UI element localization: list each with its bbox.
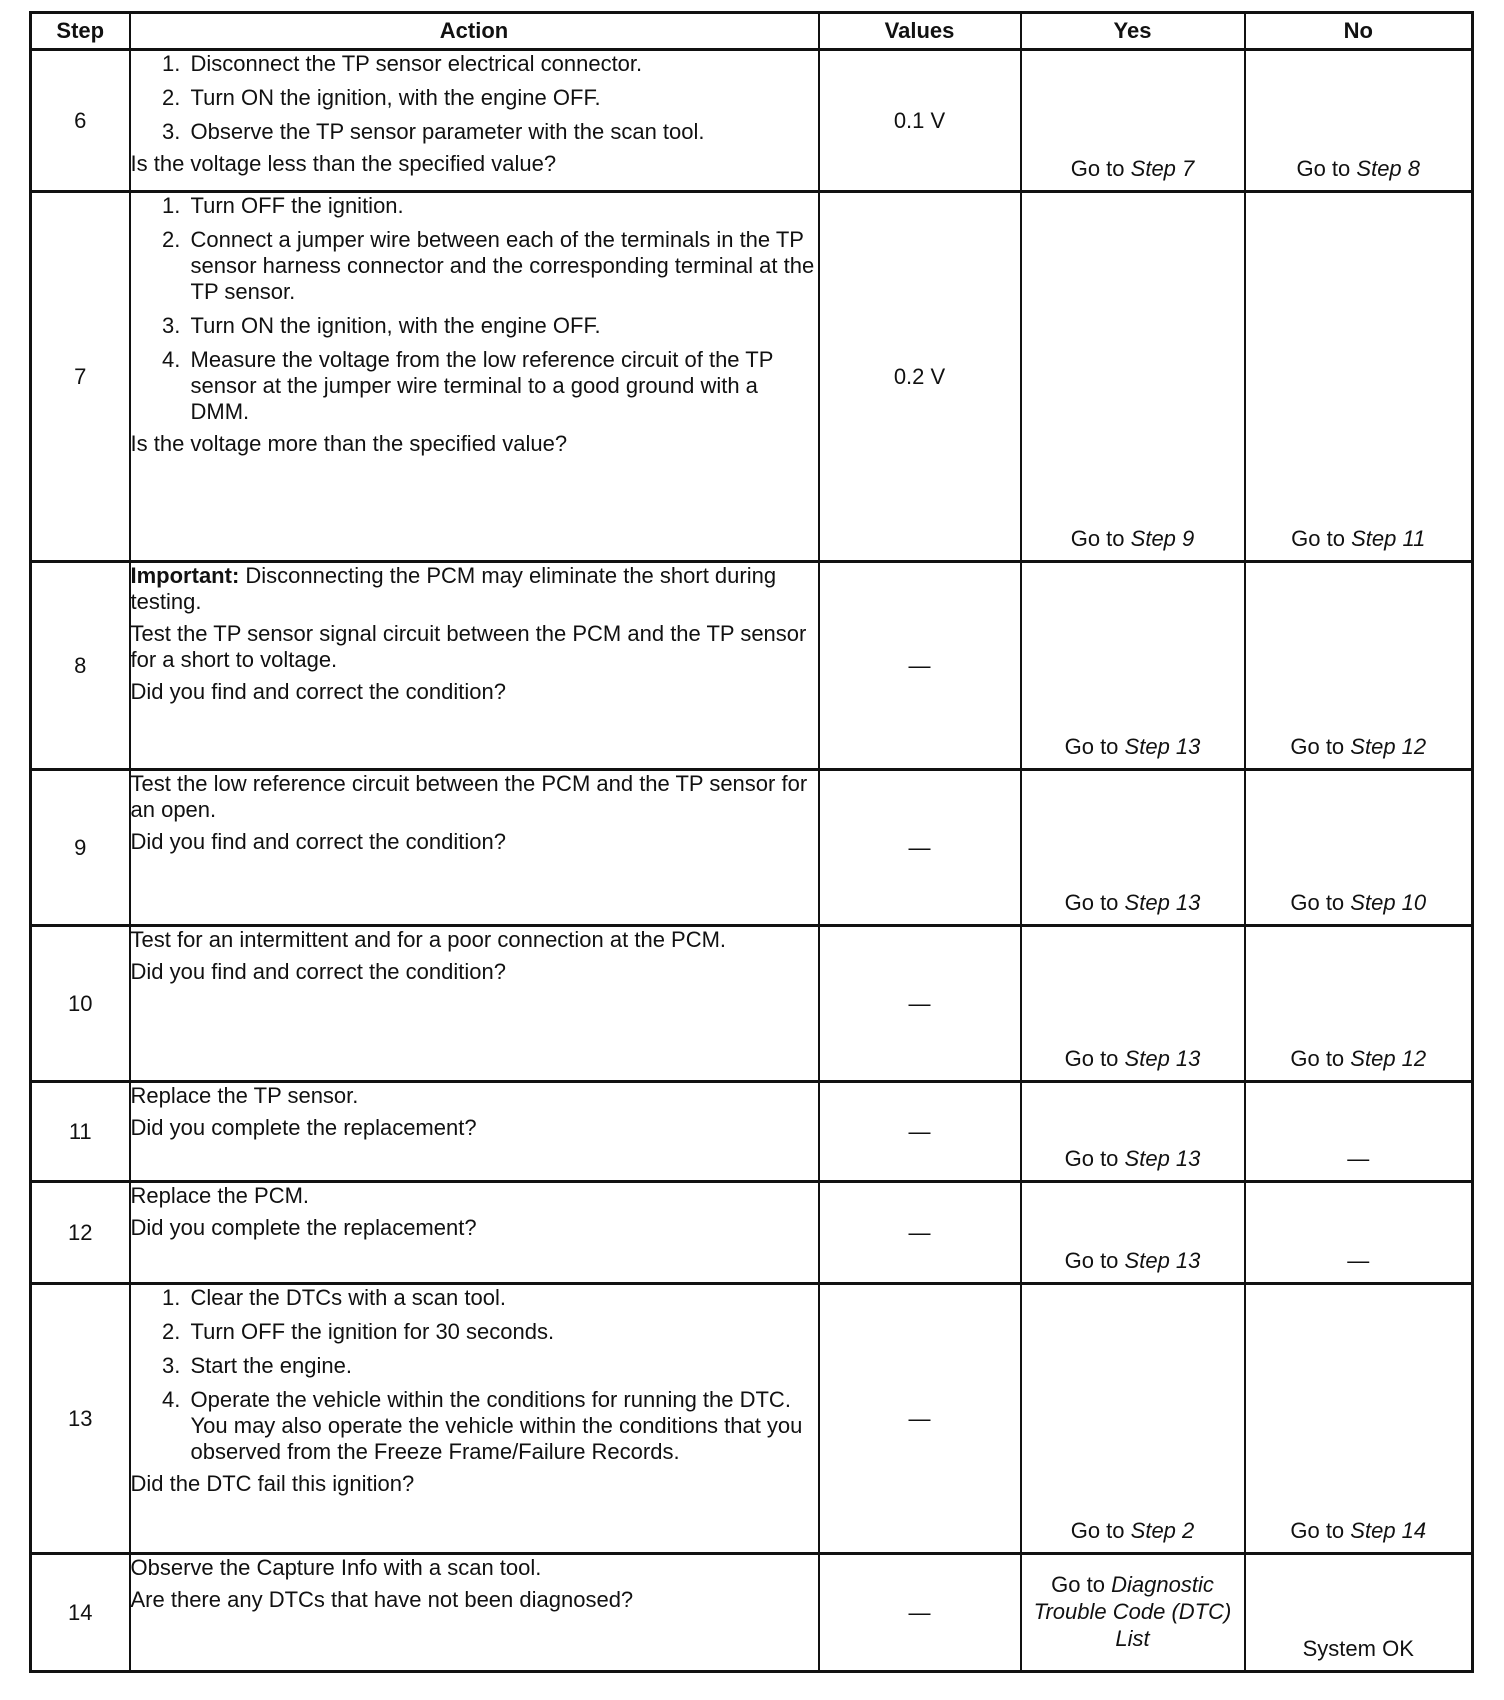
goto-step-link[interactable]: Step 12	[1350, 1046, 1427, 1071]
action-text-body: Are there any DTCs that have not been diagnosed?	[130, 1587, 634, 1612]
no-cell	[1245, 192, 1473, 562]
table-row	[31, 1554, 1473, 1672]
no-content	[1246, 771, 1472, 924]
action-step: 3. Start the engine.	[187, 1353, 818, 1379]
no-result: —	[1347, 1146, 1370, 1171]
goto-prefix: Go to	[1070, 156, 1125, 181]
goto-step-link[interactable]: Step 13	[1124, 1046, 1201, 1071]
no-content	[1246, 193, 1472, 560]
table-row	[31, 926, 1473, 1082]
action-step: 1. Clear the DTCs with a scan tool.	[187, 1285, 818, 1311]
action-cell	[130, 562, 819, 770]
yes-cell	[1021, 926, 1245, 1082]
action-text-body: Disconnecting the PCM may eliminate the short during testing.	[130, 563, 777, 614]
action-text-body: Did you find and correct the condition?	[130, 679, 506, 704]
action-cell	[130, 1284, 819, 1554]
action-text-body: Test the low reference circuit between the PCM and the TP sensor for an open.	[130, 771, 808, 822]
goto-step-link[interactable]: Step 2	[1130, 1518, 1195, 1543]
goto-step-link[interactable]: Step 12	[1350, 734, 1427, 759]
yes-cell	[1021, 770, 1245, 926]
action-question	[131, 151, 818, 177]
action-text-body: Test for an intermittent and for a poor connection at the PCM.	[130, 927, 727, 952]
no-cell	[1245, 1082, 1473, 1182]
action-cell	[130, 1554, 819, 1672]
action-text	[131, 621, 818, 673]
no-content	[1246, 1183, 1472, 1282]
value-cell: 0.2 V	[819, 192, 1021, 562]
goto-prefix: Go to	[1290, 1518, 1345, 1543]
table-row	[31, 770, 1473, 926]
goto-prefix: Go to	[1070, 1518, 1125, 1543]
yes-cell	[1021, 1082, 1245, 1182]
goto-step-link[interactable]: Step 14	[1350, 1518, 1427, 1543]
goto-prefix: Go to	[1290, 890, 1345, 915]
action-text-body: Replace the PCM.	[130, 1183, 310, 1208]
action-question	[131, 1471, 818, 1497]
goto-step-link[interactable]: Step 8	[1356, 156, 1421, 181]
step-number: 6	[31, 50, 130, 192]
action-text	[131, 1555, 818, 1581]
goto-prefix: Go to	[1051, 1572, 1105, 1597]
yes-content	[1022, 563, 1244, 768]
step-number: 7	[31, 192, 130, 562]
goto-yes	[1071, 155, 1195, 182]
action-question	[131, 1215, 818, 1241]
no-cell	[1245, 770, 1473, 926]
goto-prefix: Go to	[1064, 1046, 1119, 1071]
goto-yes	[1071, 1517, 1195, 1544]
goto-step-link[interactable]: Step 7	[1130, 156, 1195, 181]
table-row	[31, 50, 1473, 192]
goto-prefix: Go to	[1290, 734, 1345, 759]
goto-yes	[1065, 889, 1201, 916]
goto-no	[1290, 1045, 1426, 1072]
goto-step-link[interactable]: Step 13	[1124, 890, 1201, 915]
goto-yes	[1065, 1145, 1201, 1172]
action-text-body: Did the DTC fail this ignition?	[130, 1471, 415, 1496]
table-row	[31, 1182, 1473, 1284]
yes-content	[1022, 1083, 1244, 1180]
yes-cell	[1021, 192, 1245, 562]
step-number: 9	[31, 770, 130, 926]
goto-step-link[interactable]: Step 13	[1124, 1146, 1201, 1171]
action-question	[131, 1115, 818, 1141]
action-question	[131, 959, 818, 985]
yes-content	[1022, 193, 1244, 560]
goto-prefix: Go to	[1064, 1248, 1119, 1273]
no-content	[1246, 1083, 1472, 1180]
no-cell	[1245, 1284, 1473, 1554]
value-cell: —	[819, 1082, 1021, 1182]
no-cell	[1245, 562, 1473, 770]
header-values: Values	[819, 13, 1021, 50]
table-row	[31, 192, 1473, 562]
goto-prefix: Go to	[1064, 1146, 1119, 1171]
no-result: —	[1347, 1248, 1370, 1273]
yes-content	[1022, 771, 1244, 924]
action-question	[131, 431, 818, 457]
step-number: 13	[31, 1284, 130, 1554]
goto-prefix: Go to	[1296, 156, 1351, 181]
value-cell: 0.1 V	[819, 50, 1021, 192]
action-steps-list	[131, 1285, 818, 1465]
yes-cell	[1021, 1554, 1245, 1672]
table-row	[31, 1082, 1473, 1182]
action-text-body: Replace the TP sensor.	[130, 1083, 359, 1108]
value-cell: —	[819, 1284, 1021, 1554]
table-row	[31, 562, 1473, 770]
goto-no	[1290, 733, 1426, 760]
no-content	[1246, 1555, 1472, 1670]
action-text	[131, 1183, 818, 1209]
action-content	[131, 1555, 818, 1613]
yes-content	[1022, 1183, 1244, 1282]
value-cell: —	[819, 1554, 1021, 1672]
action-content	[131, 927, 818, 985]
action-step: 2. Connect a jumper wire between each of the terminals in the TP sensor harness connector and the corresponding terminal at the TP sensor.	[187, 227, 818, 305]
action-text	[131, 1083, 818, 1109]
action-text-body: Did you complete the replacement?	[130, 1215, 477, 1240]
action-cell	[130, 770, 819, 926]
action-question	[131, 829, 818, 855]
no-result: System OK	[1302, 1636, 1414, 1661]
action-text-body: Observe the Capture Info with a scan tool.	[130, 1555, 542, 1580]
goto-step-link[interactable]: Step 13	[1124, 1248, 1201, 1273]
action-cell	[130, 1182, 819, 1284]
action-step: 3. Observe the TP sensor parameter with the scan tool.	[187, 119, 818, 145]
yes-cell	[1021, 1284, 1245, 1554]
no-content	[1246, 1285, 1472, 1552]
goto-step-link[interactable]: Step 10	[1350, 890, 1427, 915]
action-step: 2. Turn OFF the ignition for 30 seconds.	[187, 1319, 818, 1345]
no-cell	[1245, 1554, 1473, 1672]
yes-content	[1022, 1555, 1244, 1670]
goto-yes	[1065, 733, 1201, 760]
step-number: 10	[31, 926, 130, 1082]
header-yes: Yes	[1021, 13, 1245, 50]
goto-yes	[1028, 1571, 1238, 1652]
value-cell: —	[819, 1182, 1021, 1284]
goto-prefix: Go to	[1064, 890, 1119, 915]
important-label: Important:	[130, 563, 240, 588]
no-cell	[1245, 926, 1473, 1082]
header-step: Step	[31, 13, 130, 50]
action-text	[131, 563, 818, 615]
yes-content	[1022, 1285, 1244, 1552]
action-text-body: Did you find and correct the condition?	[130, 829, 506, 854]
action-content	[131, 51, 818, 177]
no-content	[1246, 927, 1472, 1080]
action-steps-list	[131, 51, 818, 145]
no-cell	[1245, 1182, 1473, 1284]
action-step: 3. Turn ON the ignition, with the engine OFF.	[187, 313, 818, 339]
action-text-body: Test the TP sensor signal circuit between the PCM and the TP sensor for a short to voltage.	[130, 621, 807, 672]
goto-yes	[1065, 1045, 1201, 1072]
step-number: 12	[31, 1182, 130, 1284]
action-step: 2. Turn ON the ignition, with the engine OFF.	[187, 85, 818, 111]
action-step: 1. Disconnect the TP sensor electrical connector.	[187, 51, 818, 77]
goto-no	[1290, 1517, 1426, 1544]
goto-no	[1290, 889, 1426, 916]
goto-prefix: Go to	[1290, 1046, 1345, 1071]
action-step: 4. Measure the voltage from the low reference circuit of the TP sensor at the jumper wire terminal to a good ground with a DMM.	[187, 347, 818, 425]
no-content	[1246, 51, 1472, 190]
action-steps-list	[131, 193, 818, 425]
goto-yes	[1071, 525, 1195, 552]
value-cell: —	[819, 562, 1021, 770]
action-content	[131, 1083, 818, 1141]
no-content	[1246, 563, 1472, 768]
yes-content	[1022, 927, 1244, 1080]
step-number: 8	[31, 562, 130, 770]
header-no: No	[1245, 13, 1473, 50]
goto-prefix: Go to	[1070, 526, 1125, 551]
action-content	[131, 193, 818, 457]
action-question	[131, 679, 818, 705]
action-step: 1. Turn OFF the ignition.	[187, 193, 818, 219]
yes-cell	[1021, 1182, 1245, 1284]
yes-content	[1022, 51, 1244, 190]
diagnostic-table	[29, 11, 1474, 1673]
yes-cell	[1021, 50, 1245, 192]
value-cell: —	[819, 770, 1021, 926]
step-number: 11	[31, 1082, 130, 1182]
action-text	[131, 1587, 818, 1613]
yes-cell	[1021, 562, 1245, 770]
action-cell	[130, 926, 819, 1082]
action-cell	[130, 1082, 819, 1182]
action-content	[131, 1183, 818, 1241]
goto-step-link[interactable]: Diagnostic Trouble Code (DTC) List	[1033, 1572, 1232, 1651]
action-text-body: Did you find and correct the condition?	[130, 959, 506, 984]
goto-prefix: Go to	[1064, 734, 1119, 759]
action-text	[131, 771, 818, 823]
header-action: Action	[130, 13, 819, 50]
action-text-body: Is the voltage less than the specified value?	[130, 151, 557, 176]
action-content	[131, 1285, 818, 1497]
goto-yes	[1065, 1247, 1201, 1274]
goto-step-link[interactable]: Step 13	[1124, 734, 1201, 759]
table-row	[31, 1284, 1473, 1554]
action-text-body: Is the voltage more than the specified value?	[130, 431, 568, 456]
header-row	[31, 13, 1473, 50]
action-cell	[130, 50, 819, 192]
action-content	[131, 563, 818, 705]
goto-no	[1296, 155, 1420, 182]
goto-no	[1291, 525, 1425, 552]
value-cell: —	[819, 926, 1021, 1082]
no-cell	[1245, 50, 1473, 192]
action-step: 4. Operate the vehicle within the conditions for running the DTC. You may also operate the vehicle within the conditions that you observed from the Freeze Frame/Failure Records.	[187, 1387, 818, 1465]
step-number: 14	[31, 1554, 130, 1672]
goto-prefix: Go to	[1291, 526, 1345, 551]
action-content	[131, 771, 818, 855]
goto-step-link[interactable]: Step 9	[1130, 526, 1195, 551]
action-text-body: Did you complete the replacement?	[130, 1115, 477, 1140]
goto-step-link[interactable]: Step 11	[1351, 526, 1426, 551]
action-cell	[130, 192, 819, 562]
action-text	[131, 927, 818, 953]
